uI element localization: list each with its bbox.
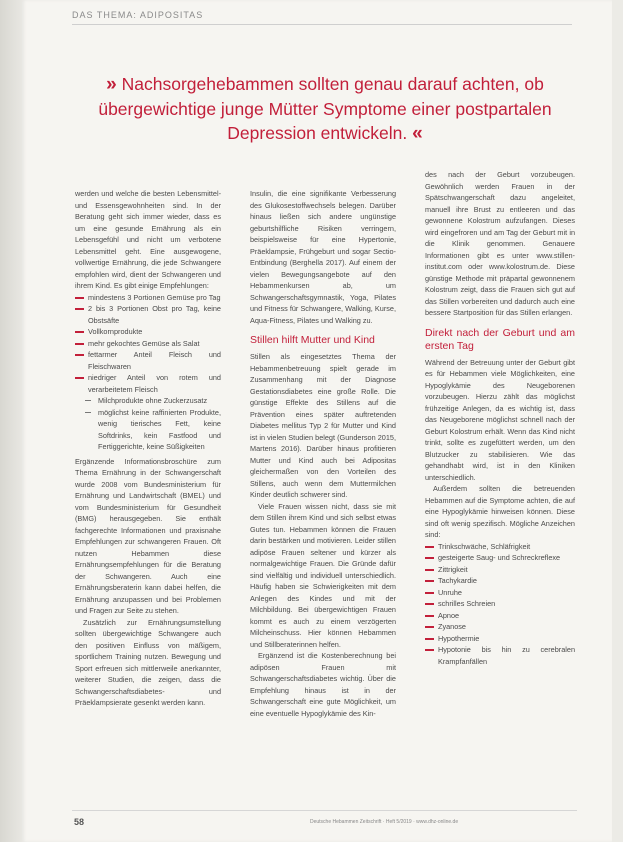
paragraph: Während der Betreuung unter der Geburt gibt es für Hebammen viele Möglichkeiten, eine Hypoglykämie des Neugeborenen vorzubeugen. Hierzu zählt das möglichst frühzeitige Anlegen, da es wichtig ist, dass das Neugeborene möglichst schnell nach der Geburt Kolostrum erhält. Wenn das Kind nicht trinkt, sollte es zugefüttert werden, um den Blutzucker zu stabilisieren. Wie das gehandhabt wird, ist in den Kliniken unterschiedlich. [425, 357, 575, 482]
paragraph: Außerdem sollten die betreuenden Hebammen auf die Symptome achten, die auf eine Hypoglykämie hinweisen können. Diese sind oft wenig spezifisch. Mögliche Anzeichen sind: [425, 484, 575, 539]
bullet-dash [425, 546, 434, 548]
paragraph: werden und welche die besten Lebensmittel- und Essensgewohnheiten sind. In der Beratung geht sich immer wieder, dass es um eine gesunde Ernährung als ein Lebensgefühl und nicht um verbotene Lebensmittel geht. Eine ausgewogene, vollwertige Ernährung, die jede Schwangere empfohlen wird, dient der Schwangeren und ihrem Kind. Es gibt einige Empfehlungen: [75, 189, 221, 290]
list-item [425, 598, 575, 610]
pull-quote [90, 72, 560, 146]
paragraph: Zusätzlich zur Ernährungsumstellung sollten übergewichtige Schwangere auch den positiven Einfluss von mäßigem, sportlichem Training nutzen. Bewegung und Sport erfreuen sich mittlerweile anerkannter, weiterer Studien, die zeigen, dass die Schwangerschaftsdiabetes- und Präeklampsierate gesenkt werden kann. [75, 617, 221, 707]
list-item-text: Vollkornprodukte [88, 327, 143, 336]
list-item [425, 564, 575, 576]
section-heading: Direkt nach der Geburt und am ersten Tag [425, 326, 575, 352]
list-item-text: Tachykardie [438, 576, 477, 585]
list-item-text: Unruhe [438, 587, 462, 597]
bullet-dash [425, 557, 434, 559]
text-column-3 [425, 169, 575, 670]
list-item-text: Hypothermie [438, 633, 480, 643]
list-item-text: möglichst keine raffinierten Produkte, wenig tierisches Fett, keine Softdrinks, kein Fastfood und Fertiggerichte, keine Süßigkeiten [98, 407, 221, 451]
list-item [75, 349, 221, 372]
list-item [425, 610, 575, 622]
list-item [425, 541, 575, 553]
list-item [75, 395, 221, 407]
list-item [75, 292, 221, 304]
bullet-dash [75, 331, 84, 333]
list-item-text: fettarmer Anteil Fleisch und Fleischwaren [88, 350, 221, 371]
bullet-dash [425, 626, 434, 628]
bullet-dash [75, 354, 84, 356]
list-item-text: mindestens 3 Portionen Gemüse pro Tag [88, 292, 221, 302]
text-column-1 [75, 188, 221, 709]
list-item-text: Milchprodukte ohne Zuckerzusatz [98, 396, 208, 405]
paragraph: Stillen als eingesetztes Thema der Hebammenbetreuung spielt gerade im Zusammenhang mit der Diagnose Gestationsdiabetes eine große Rolle. Die günstige Effekte des Stillens auf die Prävention eines später auftretenden Diabetes mellitus Typ 2 für Mutter und Kind ist in vielen Studien belegt (Gunderson 2015, Martens 2016). Darüber hinaus profitieren Mutter und Kind auch bei Adipositas gleichermaßen von den Vorteilen des Stillens, auch wenn dem Muttermilchen Kinder deutlich schwerer sind. [250, 352, 396, 499]
paragraph: Ergänzende Informationsbroschüre zum Thema Ernährung in der Schwangerschaft wurde 2008 vom Bundesministerium für Ernährung und Landwirtschaft (BMEL) und vom Bundesministerium für Gesundheit (BMG) herausgegeben. Sie enthält fachgerechte Informationen und praxisnahe Empfehlungen zur schwangeren Frauen. Oft nutzen Hebammen diese Ernährungsempfehlungen für die Beratung der Schwangeren. Auch eine Ernährungsberaterin kann dabei helfen, die Ernährung anzupassen und bei Problemen und Fragen zur Seite zu stehen. [75, 456, 221, 615]
list-item-text: Zyanose [438, 622, 466, 631]
list-item [75, 338, 221, 350]
list-item [425, 587, 575, 599]
list-item-text: schrilles Schreien [438, 599, 496, 608]
text-column-2 [250, 188, 396, 719]
list-item-text: Trinkschwäche, Schläfrigkeit [438, 541, 531, 551]
list-item [425, 644, 575, 667]
list-item-text: Zittrigkeit [438, 564, 468, 574]
list-item-text: niedriger Anteil von rotem und verarbeitetem Fleisch [88, 373, 221, 394]
section-heading: Stillen hilft Mutter und Kind [250, 334, 375, 346]
list-item-text: 2 bis 3 Portionen Obst pro Tag, keine Obstsäfte [88, 304, 221, 325]
list-item-text: gesteigerte Saug- und Schreckreflexe [438, 553, 561, 562]
paragraph: Viele Frauen wissen nicht, dass sie mit dem Stillen ihrem Kind und sich selbst etwas Gutes tun. Hebammen können die Frauen darin bestärken und motivieren. Leider stillen adipöse Frauen seltener und kürzer als normalgewichtige Frauen. Die Gründe dafür sind vielfältig und individuell unterschiedlich. Häufig haben sie Schwierigkeiten mit dem Anlegen des Kindes und mit der Milchbildung. Bei übergewichtigen Frauen kommt es auch zu einem verzögerten Milcheinschuss. Hier können Hebammen und Stillberaterinnen helfen. [250, 501, 396, 649]
list-item-text: Apnoe [438, 610, 460, 620]
footer-rule [72, 810, 577, 811]
list-item [425, 633, 575, 645]
nutrition-list [75, 292, 221, 453]
bullet-dash [85, 412, 91, 413]
bullet-dash [425, 592, 434, 594]
paragraph: Insulin, die eine signifikante Verbesserung des Glukosestoffwechsels belegen. Darüber hinaus ließen sich andere ungünstige geburtshilfliche Risiken verringern, beispielsweise für eine Hypertonie, Präeklampsie, Frühgeburt und sogar Sectio-Entbindung (Berghella 2017). Auf einem der vielen Bewegungsangebote auf den Hebammenkursen ab, um Schwangerschaftsgymnastik, Yoga, Pilates und Fitness für Schwangere, Walking, Kurse, Aqua-Fitness, Pilates und Walking zu. [250, 189, 396, 325]
paragraph: Ergänzend ist die Kostenberechnung bei adipösen Frauen mit Schwangerschaftsdiabetes wichtig. Über die Empfehlung hinaus ist in der Schwangerschaft eine gute Möglichkeit, um eine eventuelle Hypoglykämie des Kin- [250, 651, 396, 718]
bullet-dash [425, 615, 434, 617]
list-item-text: mehr gekochtes Gemüse als Salat [88, 338, 200, 348]
bullet-dash [425, 580, 434, 582]
list-item [75, 372, 221, 395]
quote-open-mark: » [106, 74, 117, 95]
list-item [75, 407, 221, 453]
bullet-dash [85, 400, 91, 401]
bullet-dash [425, 569, 434, 571]
list-item-text: Hypotonie bis hin zu cerebralen Krampfanfällen [438, 645, 575, 666]
bullet-dash [75, 343, 84, 345]
list-item [425, 621, 575, 633]
symptom-list [425, 541, 575, 668]
bullet-dash [75, 308, 84, 310]
bullet-dash [425, 603, 434, 605]
paragraph: des nach der Geburt vorzubeugen. Gewöhnlich werden Frauen in der Spätschwangerschaft dazu angeleitet, manuell ihre Brust zu entleeren und das gewonnene Kolostrum aufzufangen. Dieses wird eingefroren und am Tag der Geburt mit in die Klinik genommen. Genauere Informationen gibt es unter www.stillen-institut.com oder www.kolostrum.de. Diese günstige Methode mit präpartal gewonnenem Kolostrum zeigt, dass die Frauen sich gut auf das Stillen vorbereiten und dadurch auch eine bessere Startposition für das Stillen erlangen. [425, 170, 575, 317]
bullet-dash [425, 638, 434, 640]
header-rule [72, 24, 572, 25]
bullet-dash [425, 649, 434, 651]
page-number: 58 [74, 817, 85, 827]
section-topic: DAS THEMA: ADIPOSITAS [72, 10, 204, 20]
quote-text: Nachsorgehebammen sollten genau darauf achten, ob übergewichtige junge Mütter Symptome einer postpartalen Depression entwickeln. [98, 74, 552, 143]
quote-close-mark: « [412, 123, 423, 144]
list-item [425, 575, 575, 587]
bullet-dash [75, 297, 84, 299]
bullet-dash [75, 377, 84, 379]
list-item [425, 552, 575, 564]
page-gutter-shadow [0, 0, 22, 842]
list-item [75, 303, 221, 326]
list-item [75, 326, 221, 338]
footer-citation: Deutsche Hebammen Zeitschrift · Heft 5/2019 · www.dhz-online.de [310, 819, 459, 825]
